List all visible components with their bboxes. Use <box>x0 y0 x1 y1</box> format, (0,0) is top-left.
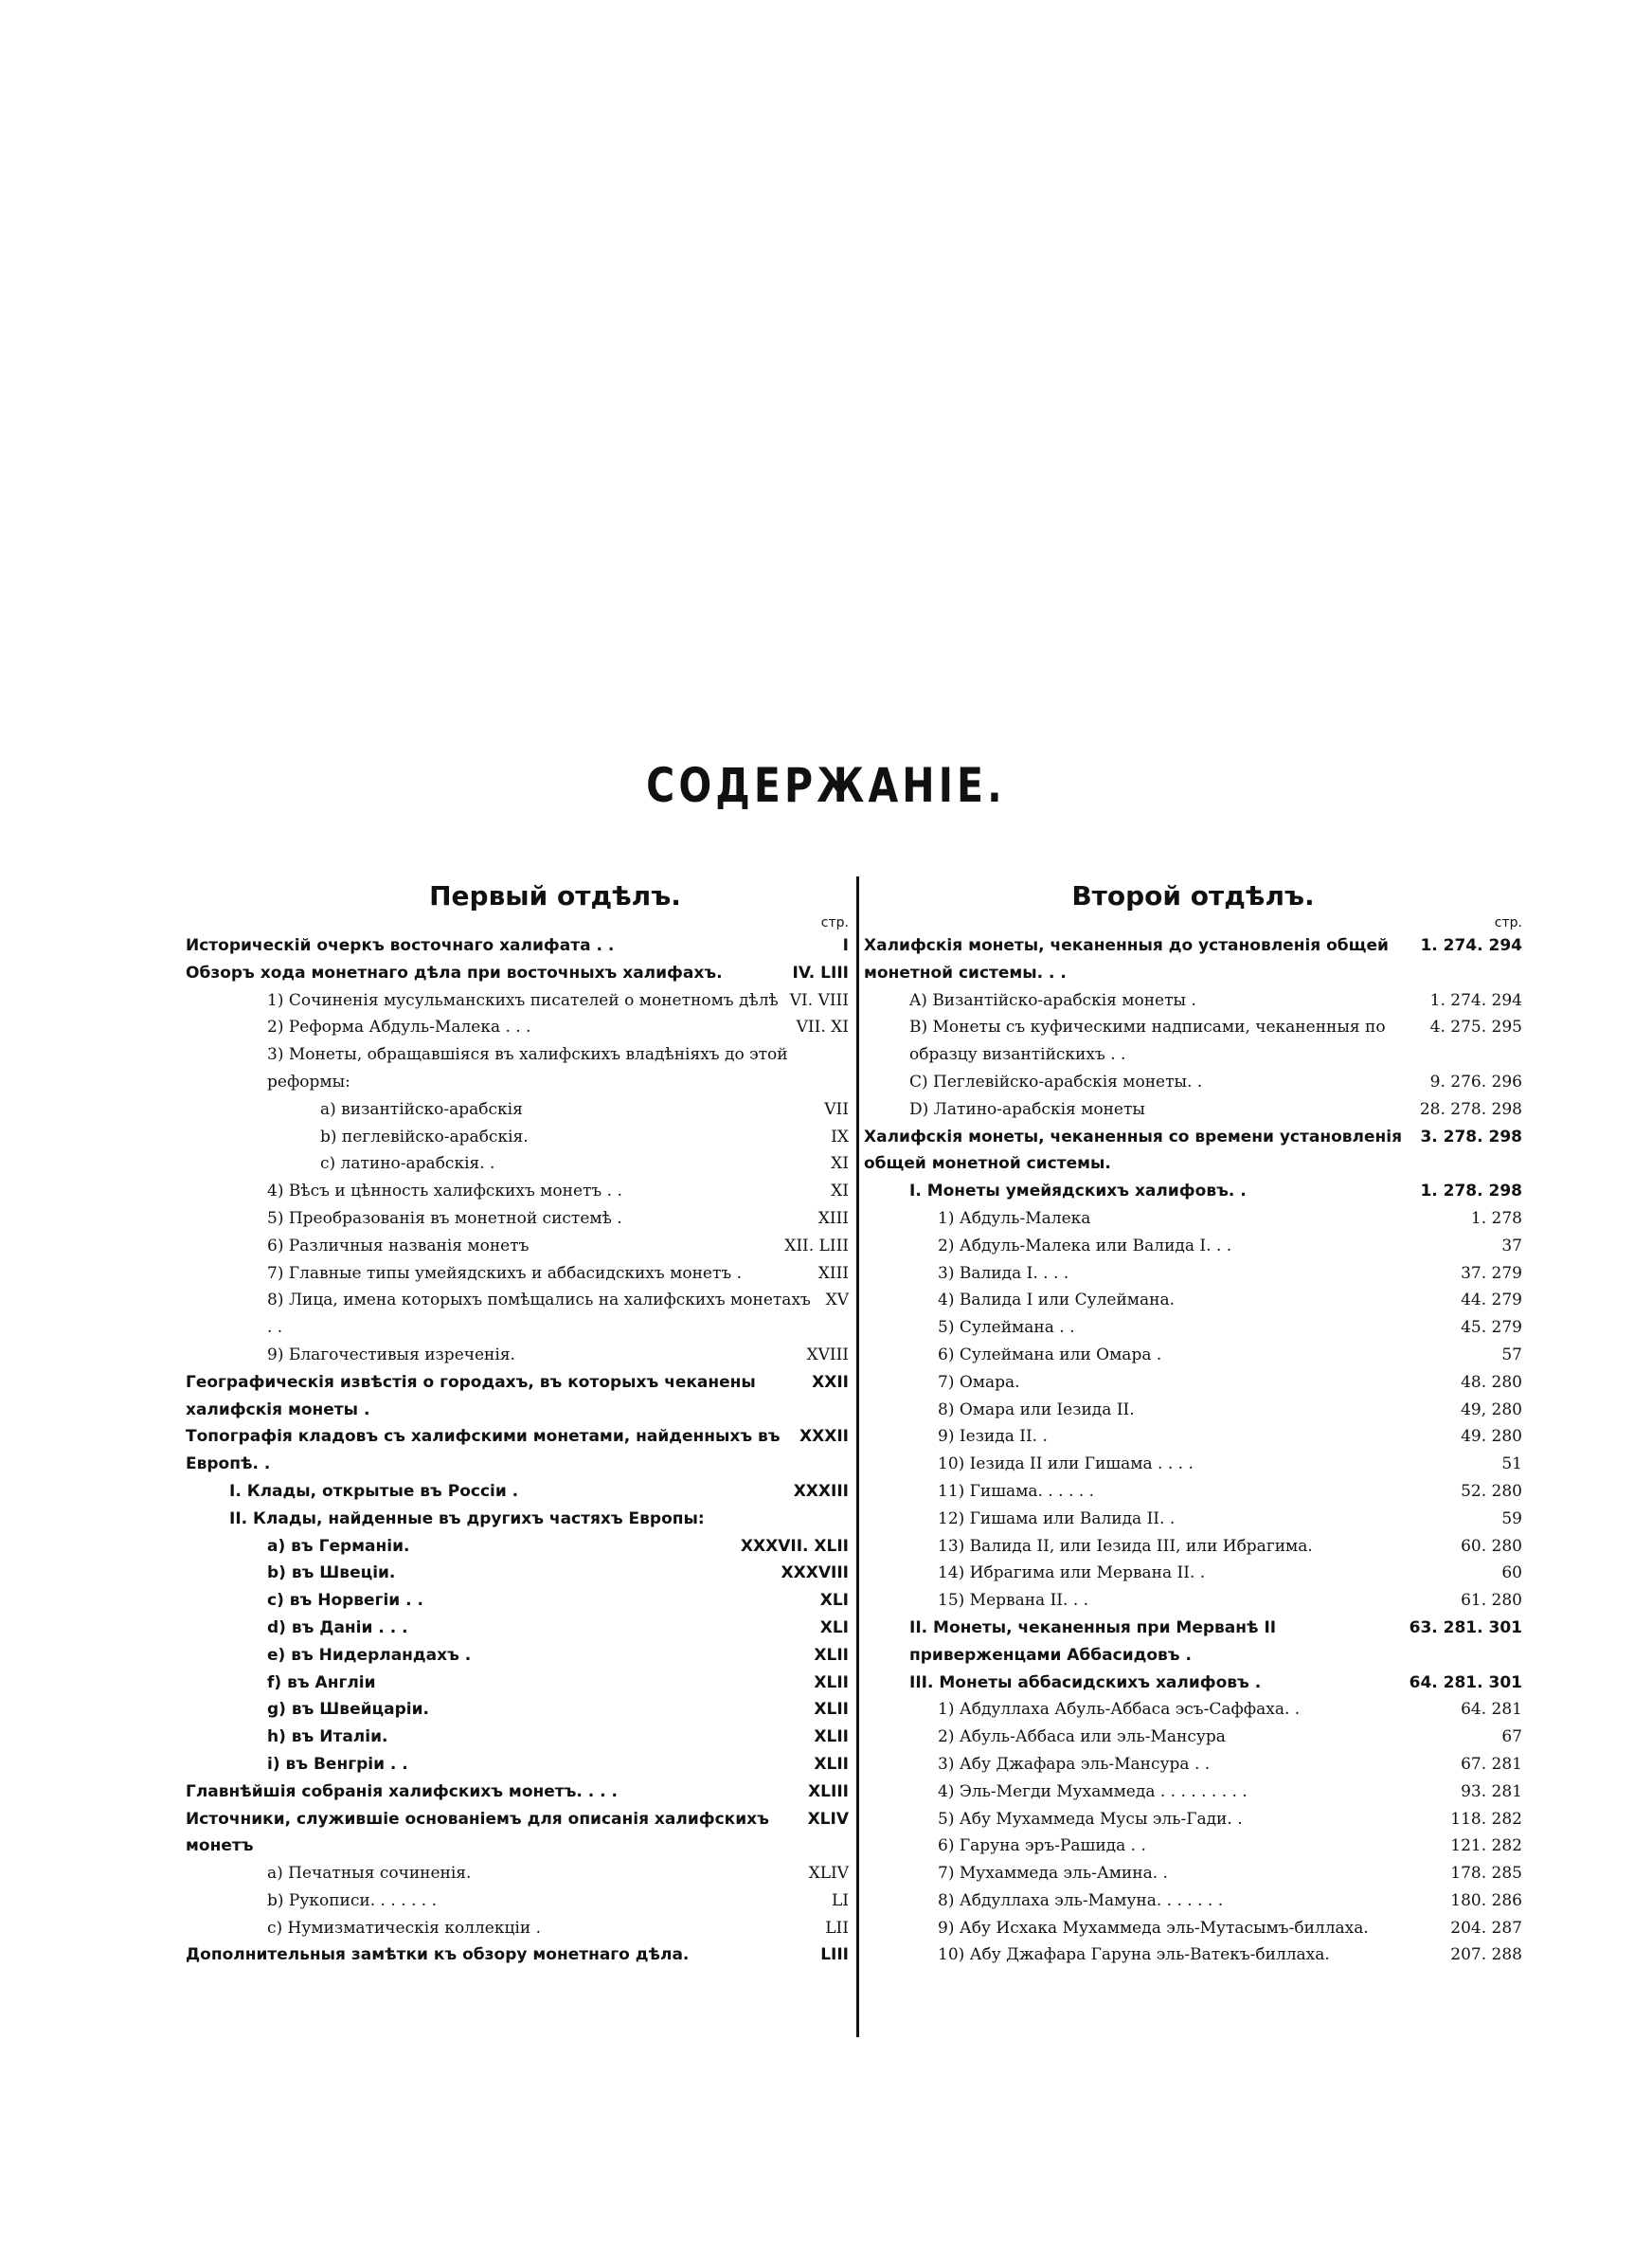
toc-entry-title: 1) Абдуль-Малека <box>938 1208 1091 1228</box>
toc-entry-page: 61. 280 <box>1461 1591 1522 1611</box>
toc-entry <box>864 1915 1522 1942</box>
toc-entry-page: 59 <box>1501 1508 1522 1528</box>
toc-entry-title: 7) Мухаммеда эль-Амина. . <box>938 1864 1168 1884</box>
toc-entry <box>864 1178 1522 1205</box>
toc-entry-page: XLI <box>819 1591 849 1611</box>
toc-entry-title: 8) Абдуллаха эль-Мамуна. . . . . . . <box>938 1890 1224 1910</box>
toc-entry-page: XLII <box>814 1672 849 1692</box>
toc-entry-title: Топографія кладовъ съ халифскими монетами, найденныхъ въ Европѣ. . <box>186 1427 781 1474</box>
toc-entry-page: 28. 278. 298 <box>1419 1099 1522 1119</box>
toc-entry <box>186 960 849 987</box>
toc-entry-title: 2) Абдуль-Малека или Валида I. . . <box>938 1236 1232 1255</box>
toc-entry <box>186 1560 849 1587</box>
toc-entry-title: g) въ Швейцаріи. <box>267 1700 429 1720</box>
toc-entry-title: 4) Вѣсъ и цѣнность халифскихъ монетъ . . <box>267 1182 622 1201</box>
toc-entry-title: a) Печатныя сочиненія. <box>267 1864 472 1884</box>
toc-entry <box>186 987 849 1015</box>
toc-entry-page: 37 <box>1501 1236 1522 1255</box>
toc-entry-page: 67 <box>1501 1727 1522 1747</box>
toc-entry-title: 5) Абу Мухаммеда Мусы эль-Гади. . <box>938 1809 1243 1829</box>
toc-entry <box>864 1779 1522 1806</box>
toc-entry-page: 57 <box>1501 1345 1522 1364</box>
right-entries <box>864 932 1522 1969</box>
toc-entry <box>186 1205 849 1233</box>
toc-entry-page: XXXIII <box>793 1481 849 1501</box>
toc-entry-title: 4) Эль-Мегди Мухаммеда . . . . . . . . . <box>938 1781 1248 1801</box>
toc-entry <box>186 1041 849 1096</box>
toc-entry-title: a) византійско-арабскія <box>320 1099 523 1119</box>
toc-entry-page: XLIV <box>808 1864 849 1884</box>
toc-entry-title: 8) Омара или Іезида II. <box>938 1399 1135 1419</box>
toc-entry-page: 207. 288 <box>1450 1945 1522 1965</box>
toc-entry <box>186 1779 849 1806</box>
toc-entry <box>864 1670 1522 1697</box>
toc-entry-page: IV. LIII <box>792 963 849 983</box>
toc-entry <box>864 1423 1522 1451</box>
left-column-heading: Первый отдѣлъ. <box>429 880 681 912</box>
toc-entry-title: 1) Абдуллаха Абуль-Аббаса эсъ-Саффаха. . <box>938 1700 1301 1720</box>
toc-entry <box>186 1587 849 1615</box>
left-page-label: стр. <box>820 915 849 930</box>
toc-entry-page: XIII <box>817 1208 849 1228</box>
toc-entry-page: XIII <box>817 1263 849 1283</box>
toc-entry-title: 1) Сочиненія мусульманскихъ писателей о монетномъ дѣлѣ <box>267 990 779 1010</box>
toc-entry-title: 9) Благочестивыя изреченія. <box>267 1345 515 1364</box>
toc-entry-title: e) въ Нидерландахъ . <box>267 1645 472 1665</box>
toc-entry-title: II. Клады, найденные въ другихъ частяхъ Европы: <box>229 1508 705 1528</box>
toc-entry-title: 14) Ибрагима или Мервана II. . <box>938 1563 1206 1583</box>
toc-entry-page: 1. 274. 294 <box>1420 936 1522 955</box>
toc-entry-title: 5) Сулеймана . . <box>938 1318 1075 1338</box>
toc-entry-page: 180. 286 <box>1450 1890 1522 1910</box>
toc-entry <box>864 987 1522 1015</box>
toc-entry <box>186 1260 849 1288</box>
toc-entry-title: Халифскія монеты, чеканенныя до установленія общей монетной системы. . . <box>864 936 1389 983</box>
toc-entry <box>186 1124 849 1151</box>
toc-entry-page: 178. 285 <box>1450 1864 1522 1884</box>
toc-entry-page: 67. 281 <box>1461 1754 1522 1774</box>
toc-entry-page: 118. 282 <box>1450 1809 1522 1829</box>
toc-entry-title: 9) Абу Исхака Мухаммеда эль-Мутасымъ-биллаха. <box>938 1918 1369 1938</box>
toc-entry-page: 37. 279 <box>1461 1263 1522 1283</box>
toc-entry <box>186 1096 849 1124</box>
toc-entry-title: 15) Мервана II. . . <box>938 1591 1089 1611</box>
toc-entry-page: 51 <box>1501 1454 1522 1474</box>
toc-entry-page: VII <box>824 1099 849 1119</box>
toc-entry-title: f) въ Англіи <box>267 1672 376 1692</box>
toc-entry <box>186 1178 849 1205</box>
toc-entry-page: 63. 281. 301 <box>1409 1617 1522 1637</box>
toc-entry <box>864 1069 1522 1096</box>
toc-entry <box>186 1615 849 1642</box>
toc-entry-title: Географическія извѣстія о городахъ, въ которыхъ чеканены халифскія монеты . <box>186 1372 756 1419</box>
toc-entry-title: c) латино-арабскія. . <box>320 1154 495 1174</box>
toc-entry-page: 48. 280 <box>1461 1372 1522 1392</box>
toc-entry-page: 1. 278 <box>1470 1208 1522 1228</box>
toc-entry-title: Обзоръ хода монетнаго дѣла при восточныхъ халифахъ. <box>186 963 723 983</box>
left-entries <box>186 932 849 1969</box>
toc-entry-page: 60 <box>1501 1563 1522 1583</box>
toc-entry <box>186 1860 849 1887</box>
toc-entry-title: Дополнительныя замѣтки къ обзору монетнаго дѣла. <box>186 1945 690 1965</box>
toc-entry-page: XLII <box>814 1727 849 1747</box>
toc-entry-page: 49, 280 <box>1461 1399 1522 1419</box>
toc-entry <box>186 1423 849 1478</box>
toc-entry-title: i) въ Венгріи . . <box>267 1754 408 1774</box>
toc-entry-page: XI <box>831 1182 849 1201</box>
toc-entry <box>186 1342 849 1369</box>
toc-entry-title: 4) Валида I или Сулеймана. <box>938 1291 1176 1310</box>
toc-entry <box>186 1887 849 1915</box>
toc-entry-page: LIII <box>820 1945 849 1965</box>
toc-entry <box>864 1096 1522 1124</box>
toc-entry-title: I. Монеты умейядскихъ халифовъ. . <box>909 1182 1247 1201</box>
toc-entry <box>186 1696 849 1724</box>
toc-entry <box>864 1941 1522 1969</box>
toc-entry-title: 2) Реформа Абдуль-Малека . . . <box>267 1018 531 1038</box>
toc-entry-title: b) пеглевійско-арабскія. <box>320 1127 529 1147</box>
toc-entry-page: 121. 282 <box>1450 1836 1522 1856</box>
toc-entry-title: 3) Монеты, обращавшіяся въ халифскихъ владѣніяхъ до этой реформы: <box>267 1045 788 1092</box>
toc-entry-page: 49. 280 <box>1461 1427 1522 1447</box>
page-title: СОДЕРЖАНІЕ. <box>646 758 1006 813</box>
toc-entry-title: Историческій очеркъ восточнаго халифата . . <box>186 936 615 955</box>
toc-entry-page: I <box>842 936 849 955</box>
toc-entry-page: XXXVII. XLII <box>740 1536 849 1556</box>
toc-entry-title: II. Монеты, чеканенныя при Мерванѣ II приверженцами Аббасидовъ . <box>909 1617 1277 1665</box>
toc-entry-page: XLII <box>814 1700 849 1720</box>
toc-entry-title: Халифскія монеты, чеканенныя со времени установленія общей монетной системы. <box>864 1127 1402 1174</box>
toc-entry-page: 9. 276. 296 <box>1429 1072 1522 1092</box>
toc-entry <box>864 1533 1522 1561</box>
column-divider <box>856 876 859 2037</box>
toc-entry-page: 64. 281. 301 <box>1409 1672 1522 1692</box>
toc-entry <box>864 1342 1522 1369</box>
toc-entry-title: 2) Абуль-Аббаса или эль-Мансура <box>938 1727 1226 1747</box>
toc-entry-title: 6) Гаруна эръ-Рашида . . <box>938 1836 1146 1856</box>
toc-entry-page: VI. VIII <box>789 990 849 1010</box>
toc-entry-title: c) Нумизматическія коллекціи . <box>267 1918 541 1938</box>
toc-entry-page: XVIII <box>806 1345 849 1364</box>
toc-entry <box>186 1670 849 1697</box>
toc-entry-title: 5) Преобразованія въ монетной системѣ . <box>267 1208 622 1228</box>
toc-entry-page: IX <box>831 1127 849 1147</box>
toc-entry-page: 1. 274. 294 <box>1429 990 1522 1010</box>
toc-entry <box>864 1860 1522 1887</box>
toc-entry-title: h) въ Италіи. <box>267 1727 388 1747</box>
toc-entry <box>186 1150 849 1178</box>
toc-entry-page: XII. LIII <box>784 1236 849 1255</box>
toc-entry-title: 12) Гишама или Валида II. . <box>938 1508 1176 1528</box>
toc-entry <box>864 1724 1522 1751</box>
toc-entry <box>186 1287 849 1342</box>
toc-entry-title: b) Рукописи. . . . . . . <box>267 1890 437 1910</box>
toc-entry-page: XLII <box>814 1754 849 1774</box>
toc-entry-title: 7) Главные типы умейядскихъ и аббасидскихъ монетъ . <box>267 1263 742 1283</box>
left-column <box>186 879 849 1969</box>
toc-entry-page: 3. 278. 298 <box>1420 1127 1522 1147</box>
toc-entry-page: XXII <box>812 1372 849 1392</box>
toc-entry-page: 1. 278. 298 <box>1420 1182 1522 1201</box>
toc-entry-title: a) въ Германіи. <box>267 1536 410 1556</box>
toc-entry <box>864 1751 1522 1779</box>
toc-entry <box>864 1696 1522 1724</box>
toc-entry-page: XXXVIII <box>781 1563 849 1583</box>
toc-entry <box>186 1478 849 1506</box>
toc-entry-page: 93. 281 <box>1461 1781 1522 1801</box>
right-page-label: стр. <box>1494 915 1522 930</box>
toc-entry <box>186 932 849 960</box>
toc-entry <box>186 1506 849 1533</box>
toc-entry-title: C) Пеглевійско-арабскія монеты. . <box>909 1072 1203 1092</box>
toc-entry <box>864 1451 1522 1478</box>
toc-entry <box>864 1369 1522 1397</box>
toc-entry <box>864 1233 1522 1260</box>
toc-entry-page: XXXII <box>799 1427 849 1447</box>
toc-entry-page: LI <box>831 1890 849 1910</box>
toc-entry-title: I. Клады, открытые въ Россіи . <box>229 1481 519 1501</box>
toc-entry-title: 10) Абу Джафара Гаруна эль-Ватекъ-биллаха. <box>938 1945 1330 1965</box>
toc-entry <box>186 1915 849 1942</box>
toc-entry-title: 10) Іезида II или Гишама . . . . <box>938 1454 1194 1474</box>
toc-entry-page: LII <box>825 1918 849 1938</box>
toc-entry-title: III. Монеты аббасидскихъ халифовъ . <box>909 1672 1262 1692</box>
toc-entry-page: XLII <box>814 1645 849 1665</box>
toc-entry <box>864 1014 1522 1069</box>
toc-entry-title: 6) Сулеймана или Омара . <box>938 1345 1162 1364</box>
toc-entry-title: B) Монеты съ куфическими надписами, чеканенныя по образцу византійскихъ . . <box>909 1018 1386 1065</box>
toc-entry <box>186 1369 849 1424</box>
toc-entry <box>186 1233 849 1260</box>
toc-entry <box>864 1587 1522 1615</box>
toc-entry <box>186 1724 849 1751</box>
toc-entry-title: D) Латино-арабскія монеты <box>909 1099 1145 1119</box>
toc-entry-page: VII. XI <box>796 1018 849 1038</box>
toc-entry <box>186 1941 849 1969</box>
toc-entry-title: 7) Омара. <box>938 1372 1020 1392</box>
toc-entry <box>186 1642 849 1670</box>
toc-entry-title: Главнѣйшія собранія халифскихъ монетъ. . . . <box>186 1781 618 1801</box>
toc-entry-page: 45. 279 <box>1461 1318 1522 1338</box>
toc-entry-page: XI <box>831 1154 849 1174</box>
toc-entry-title: 13) Валида II, или Іезида III, или Ибрагима. <box>938 1536 1313 1556</box>
toc-entry <box>864 1397 1522 1424</box>
toc-entry-page: XV <box>825 1291 849 1310</box>
toc-entry-title: 3) Валида I. . . . <box>938 1263 1069 1283</box>
toc-entry-title: c) въ Норвегіи . . <box>267 1591 423 1611</box>
toc-entry <box>864 1205 1522 1233</box>
toc-entry-page: 204. 287 <box>1450 1918 1522 1938</box>
toc-entry-title: 11) Гишама. . . . . . <box>938 1481 1094 1501</box>
toc-entry <box>864 1887 1522 1915</box>
toc-entry <box>864 1506 1522 1533</box>
toc-entry-page: 64. 281 <box>1461 1700 1522 1720</box>
toc-entry <box>864 1124 1522 1179</box>
toc-entry-title: Источники, служившіе основаніемъ для описанія халифскихъ монетъ <box>186 1809 769 1856</box>
toc-entry-page: XLI <box>819 1617 849 1637</box>
toc-entry <box>864 1478 1522 1506</box>
toc-entry <box>186 1806 849 1861</box>
toc-entry-page: XLIII <box>808 1781 849 1801</box>
toc-entry-title: A) Византійско-арабскія монеты . <box>909 990 1196 1010</box>
toc-entry-page: 4. 275. 295 <box>1429 1018 1522 1038</box>
toc-entry <box>864 1806 1522 1833</box>
right-column <box>864 879 1522 1969</box>
toc-entry-title: 6) Различныя названія монетъ <box>267 1236 530 1255</box>
toc-entry <box>864 932 1522 987</box>
toc-entry-title: 9) Іезида II. . <box>938 1427 1048 1447</box>
toc-entry-page: 44. 279 <box>1461 1291 1522 1310</box>
toc-entry-title: b) въ Швеціи. <box>267 1563 396 1583</box>
toc-entry <box>864 1560 1522 1587</box>
toc-entry-page: 52. 280 <box>1461 1481 1522 1501</box>
toc-entry <box>864 1314 1522 1342</box>
toc-entry <box>864 1287 1522 1314</box>
toc-entry-page: XLIV <box>807 1809 849 1829</box>
toc-entry <box>186 1014 849 1041</box>
toc-entry-title: d) въ Даніи . . . <box>267 1617 408 1637</box>
toc-entry <box>186 1533 849 1561</box>
toc-entry <box>864 1260 1522 1288</box>
toc-entry <box>186 1751 849 1779</box>
toc-entry-page: 60. 280 <box>1461 1536 1522 1556</box>
toc-entry-title: 3) Абу Джафара эль-Мансура . . <box>938 1754 1211 1774</box>
toc-entry <box>864 1615 1522 1670</box>
toc-entry-title: 8) Лица, имена которыхъ помѣщались на халифскихъ монетахъ . . <box>267 1291 811 1338</box>
right-column-heading: Второй отдѣлъ. <box>1071 880 1315 912</box>
toc-entry <box>864 1833 1522 1860</box>
